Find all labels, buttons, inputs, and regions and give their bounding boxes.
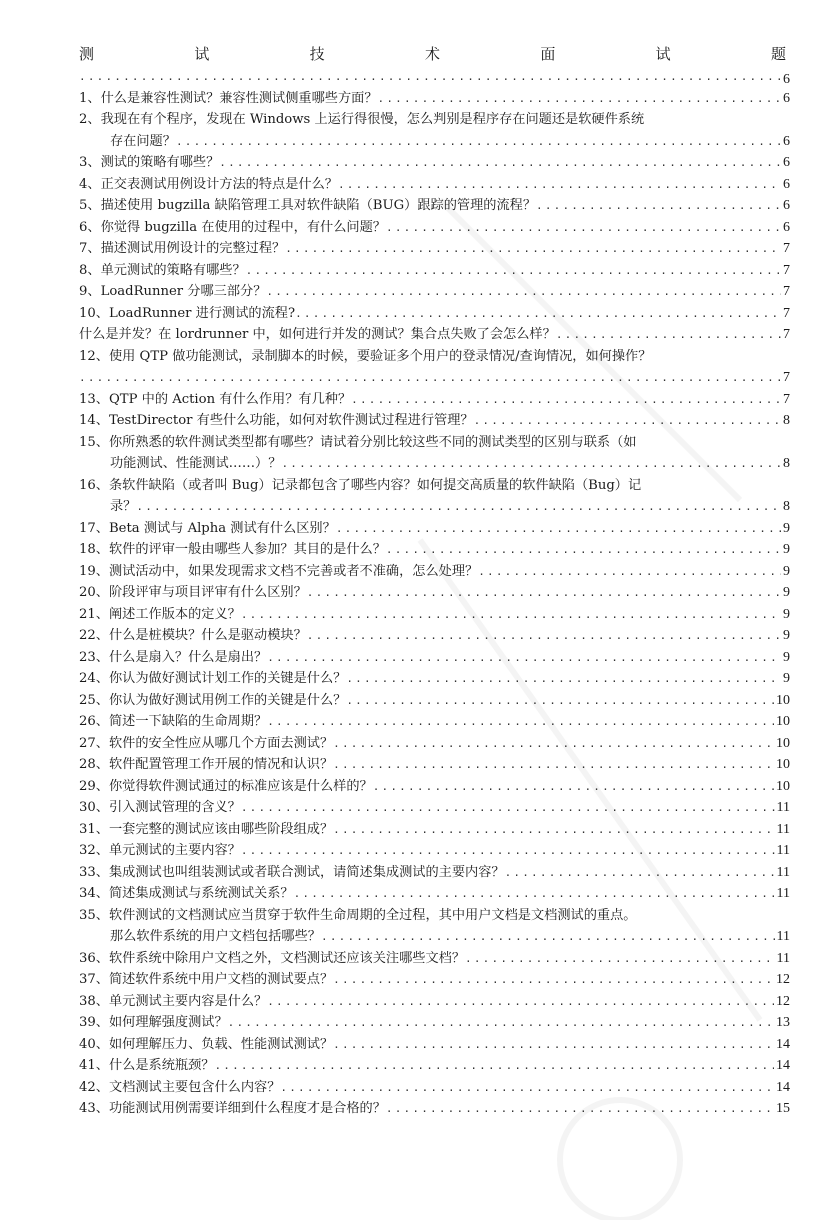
toc-entry-page: 11	[776, 950, 790, 966]
toc-title-char: 术	[424, 45, 440, 63]
dot-leader	[267, 991, 774, 1013]
toc-entry[interactable]	[79, 281, 790, 303]
toc-entry-page: 11	[776, 886, 790, 901]
toc-entry-text: 15、你所熟悉的软件测试类型都有哪些？请试着分别比较这些不同的测试类型的区别与联系（如	[79, 434, 637, 450]
toc-entry-text: 18、软件的评审一般由哪些人参加？其目的是什么？	[79, 542, 386, 557]
toc-entry[interactable]	[79, 152, 790, 174]
dot-leader	[505, 862, 775, 884]
toc-entry[interactable]	[79, 1034, 790, 1056]
toc-entry-page: 9	[783, 563, 790, 579]
toc-entry[interactable]	[79, 582, 790, 604]
toc-entry[interactable]	[79, 1055, 790, 1077]
toc-title-char: 试	[194, 45, 210, 63]
toc-entry-text: 36、软件系统中除用户文档之外，文档测试还应该关注哪些文档？	[79, 950, 466, 966]
toc-entry[interactable]	[79, 410, 790, 432]
toc-entry-text: 32、单元测试的主要内容？	[79, 843, 241, 858]
dot-leader	[474, 410, 781, 432]
dot-leader	[373, 776, 774, 798]
toc-entry[interactable]	[79, 969, 790, 991]
toc-entry-text: 10、LoadRunner 进行测试的流程?	[79, 305, 296, 321]
dot-leader	[294, 883, 775, 905]
dot-leader	[214, 1055, 774, 1077]
toc-title-char: 技	[309, 45, 325, 63]
toc-entry-page: 7	[783, 391, 790, 407]
dot-leader	[333, 969, 774, 991]
toc-entry-page: 7	[783, 262, 790, 278]
toc-entry[interactable]	[79, 389, 790, 411]
dot-leader	[241, 840, 775, 862]
dot-leader	[228, 1012, 774, 1034]
toc-title-char: 测	[79, 45, 95, 63]
toc-entry-page: 9	[783, 585, 790, 600]
dot-leader	[321, 926, 775, 948]
dot-leader	[333, 733, 774, 755]
toc-entry-text: 42、文档测试主要包含什么内容？	[79, 1079, 281, 1095]
toc-entry-text: 16、条软件缺陷（或者叫 Bug）记录都包含了哪些内容？如何提交高质量的软件缺陷（Bug）记	[79, 477, 642, 493]
toc-entry-text: 30、引入测试管理的含义？	[79, 800, 241, 815]
dot-leader	[351, 389, 781, 411]
toc-entry-page: 7	[783, 305, 790, 321]
dot-leader	[246, 260, 781, 282]
toc-entry-text: 13、QTP 中的 Action 有什么作用？有几种？	[79, 391, 352, 407]
table-of-contents	[79, 42, 790, 1120]
toc-entry[interactable]	[79, 303, 790, 325]
toc-entry[interactable]	[79, 905, 790, 948]
dot-leader	[556, 324, 781, 346]
dot-leader	[280, 1077, 774, 1099]
toc-entry-text: 19、测试活动中，如果发现需求文档不完善或者不准确，怎么处理？	[79, 563, 479, 579]
toc-entry[interactable]	[79, 475, 790, 518]
dot-leader	[285, 238, 781, 260]
toc-entry-page: 6	[783, 155, 790, 170]
dot-leader	[307, 582, 781, 604]
toc-entry[interactable]	[79, 539, 790, 561]
toc-entry[interactable]	[79, 518, 790, 540]
toc-entries	[79, 88, 790, 1120]
toc-entry-text: 38、单元测试主要内容是什么？	[79, 993, 268, 1009]
toc-entry-text: 21、阐述工作版本的定义？	[79, 606, 241, 622]
toc-entry-page: 15	[776, 1101, 790, 1116]
toc-entry[interactable]	[79, 109, 790, 152]
toc-entry-page: 10	[776, 692, 790, 708]
toc-entry[interactable]	[79, 88, 790, 110]
toc-entry-page: 9	[783, 520, 790, 536]
dot-leader	[478, 561, 781, 583]
dot-leader	[346, 668, 781, 690]
toc-entry-page: 9	[783, 649, 790, 665]
toc-entry-text: 41、什么是系统瓶颈？	[79, 1058, 215, 1073]
toc-entry[interactable]	[79, 711, 790, 733]
toc-entry-page: 11	[776, 843, 790, 858]
dot-leader	[241, 797, 775, 819]
toc-entry[interactable]	[79, 797, 790, 819]
dot-leader	[266, 281, 781, 303]
toc-entry-page: 12	[776, 993, 790, 1009]
toc-entry-text: 7、描述测试用例设计的完整过程？	[79, 241, 286, 256]
toc-entry-text: 14、TestDirector 有些什么功能，如何对软件测试过程进行管理？	[79, 413, 474, 428]
toc-entry-text: 9、LoadRunner 分哪三部分？	[79, 284, 267, 299]
toc-entry-page: 9	[783, 671, 790, 686]
toc-entry[interactable]	[79, 195, 790, 217]
toc-entry-page: 14	[776, 1036, 790, 1052]
toc-entry[interactable]	[79, 561, 790, 583]
toc-entry-text: 26、简述一下缺陷的生命周期？	[79, 714, 268, 729]
dot-leader	[386, 539, 781, 561]
dot-leader	[346, 690, 774, 712]
toc-entry-text: 23、什么是扇入？什么是扇出？	[79, 649, 268, 665]
toc-entry-text: 5、描述使用 bugzilla 缺陷管理工具对软件缺陷（BUG）跟踪的管理的流程？	[79, 198, 537, 213]
toc-entry-text: 6、你觉得 bugzilla 在使用的过程中，有什么问题？	[79, 219, 386, 235]
toc-entry[interactable]	[79, 668, 790, 690]
toc-entry-text: 28、软件配置管理工作开展的情况和认识？	[79, 757, 334, 772]
toc-entry-page: 12	[776, 972, 790, 987]
toc-title-char: 题	[770, 45, 786, 63]
toc-entry[interactable]	[79, 625, 790, 647]
dot-leader	[219, 152, 781, 174]
toc-entry-text: 35、软件测试的文档测试应当贯穿于软件生命周期的全过程，其中用户文档是文档测试的重点。	[79, 907, 637, 923]
toc-entry-page: 11	[776, 800, 790, 815]
dot-leader	[333, 754, 774, 776]
toc-entry[interactable]	[79, 883, 790, 905]
toc-entry-continuation: 录？	[110, 499, 137, 514]
toc-entry[interactable]	[79, 432, 790, 475]
toc-entry-page: 10	[776, 735, 790, 751]
dot-leader	[333, 819, 774, 841]
toc-entry-page: 11	[776, 929, 790, 944]
toc-entry-page: 6	[783, 176, 790, 192]
toc-entry-page: 14	[776, 1079, 790, 1095]
toc-entry[interactable]	[79, 217, 790, 239]
toc-entry-text: 17、Beta 测试与 Alpha 测试有什么区别？	[79, 520, 336, 536]
dot-leader	[465, 948, 774, 970]
toc-entry[interactable]	[79, 819, 790, 841]
toc-entry[interactable]	[79, 238, 790, 260]
toc-entry-text: 37、简述软件系统中用户文档的测试要点？	[79, 972, 334, 987]
toc-entry[interactable]	[79, 776, 790, 798]
dot-leader	[378, 88, 781, 110]
toc-entry[interactable]	[79, 948, 790, 970]
dot-leader	[338, 174, 781, 196]
toc-entry-page: 7	[783, 284, 790, 299]
toc-entry-text: 40、如何理解压力、负载、性能测试测试？	[79, 1036, 334, 1052]
toc-entry-page: 9	[783, 606, 790, 622]
toc-entry-page: 6	[783, 219, 790, 235]
toc-entry-page: 9	[783, 542, 790, 557]
toc-entry[interactable]	[79, 647, 790, 669]
toc-entry-text: 22、什么是桩模块？什么是驱动模块？	[79, 628, 307, 643]
dot-leader	[136, 496, 781, 518]
toc-entry-text: 2、我现在有个程序，发现在 Windows 上运行得很慢，怎么判别是程序存在问题还是软硬件系统	[79, 112, 645, 127]
toc-entry-page: 10	[776, 757, 790, 772]
toc-title-leader	[79, 66, 790, 88]
toc-entry-continuation: 那么软件系统的用户文档包括哪些？	[110, 929, 321, 944]
toc-entry[interactable]	[79, 174, 790, 196]
toc-entry-continuation: 存在问题？	[110, 133, 176, 149]
toc-title-char: 面	[540, 45, 556, 63]
toc-entry-text: 33、集成测试也叫组装测试或者联合测试，请简述集成测试的主要内容？	[79, 864, 505, 880]
dot-leader	[241, 604, 781, 626]
toc-entry-text: 12、使用 QTP 做功能测试，录制脚本的时候，要验证多个用户的登录情况/查询情况，如何操作？	[79, 348, 652, 364]
toc-entry-text: 1、什么是兼容性测试？兼容性测试侧重哪些方面？	[79, 90, 378, 106]
toc-entry-page: 13	[776, 1015, 790, 1030]
toc-entry-page: 8	[783, 413, 790, 428]
toc-entry-page: 6	[783, 90, 790, 106]
dot-leader	[267, 711, 774, 733]
toc-entry-text: 31、一套完整的测试应该由哪些阶段组成？	[79, 821, 334, 837]
toc-entry[interactable]	[79, 324, 790, 346]
toc-entry-text: 29、你觉得软件测试通过的标准应该是什么样的？	[79, 778, 373, 794]
toc-entry-text: 什么是并发？在 lordrunner 中，如何进行并发的测试？集合点失败了会怎么样？	[79, 327, 556, 342]
toc-entry-page: 7	[783, 327, 790, 342]
toc-entry[interactable]	[79, 733, 790, 755]
toc-entry[interactable]	[79, 1098, 790, 1120]
dot-leader	[536, 195, 781, 217]
toc-entry-text: 25、你认为做好测试用例工作的关键是什么？	[79, 692, 347, 708]
toc-entry[interactable]	[79, 260, 790, 282]
dot-leader	[295, 303, 781, 325]
toc-entry-page: 9	[783, 628, 790, 643]
toc-entry-page: 10	[776, 778, 790, 794]
dot-leader	[336, 518, 781, 540]
toc-entry-text: 3、测试的策略有哪些？	[79, 155, 220, 170]
toc-entry-text: 27、软件的安全性应从哪几个方面去测试？	[79, 735, 334, 751]
toc-entry-page: 7	[783, 370, 790, 385]
toc-entry[interactable]	[79, 840, 790, 862]
dot-leader	[176, 131, 781, 153]
dot-leader	[267, 647, 781, 669]
toc-entry-page: 6	[783, 198, 790, 213]
toc-entry-text: 8、单元测试的策略有哪些？	[79, 262, 246, 278]
toc-title-page: 6	[783, 71, 790, 87]
toc-entry-page: 11	[776, 864, 790, 880]
dot-leader	[386, 217, 781, 239]
toc-entry[interactable]	[79, 604, 790, 626]
dot-leader	[79, 367, 781, 389]
toc-entry-text: 20、阶段评审与项目评审有什么区别？	[79, 585, 307, 600]
toc-entry-page: 14	[776, 1058, 790, 1073]
toc-entry-page: 8	[783, 456, 790, 471]
toc-entry-page: 10	[776, 714, 790, 729]
toc-entry[interactable]	[79, 754, 790, 776]
toc-entry[interactable]	[79, 690, 790, 712]
toc-entry-page: 11	[776, 821, 790, 837]
toc-entry[interactable]	[79, 1012, 790, 1034]
toc-entry-page: 8	[783, 499, 790, 514]
toc-entry[interactable]	[79, 862, 790, 884]
toc-title-char: 试	[655, 45, 671, 63]
toc-title	[79, 42, 790, 66]
toc-entry-text: 34、简述集成测试与系统测试关系？	[79, 886, 294, 901]
dot-leader	[386, 1098, 774, 1120]
dot-leader	[281, 453, 781, 475]
toc-entry-text: 43、功能测试用例需要详细到什么程度才是合格的？	[79, 1101, 386, 1116]
toc-entry-page: 6	[783, 133, 790, 149]
toc-entry-page: 7	[783, 241, 790, 256]
toc-entry-text: 24、你认为做好测试计划工作的关键是什么？	[79, 671, 347, 686]
toc-entry-text: 4、正交表测试用例设计方法的特点是什么？	[79, 176, 338, 192]
toc-entry[interactable]	[79, 991, 790, 1013]
dot-leader	[333, 1034, 774, 1056]
toc-entry[interactable]	[79, 1077, 790, 1099]
toc-entry-text: 39、如何理解强度测试？	[79, 1015, 228, 1030]
toc-entry-continuation: 功能测试、性能测试……）？	[110, 456, 282, 471]
dot-leader	[307, 625, 781, 647]
toc-entry[interactable]	[79, 346, 790, 389]
